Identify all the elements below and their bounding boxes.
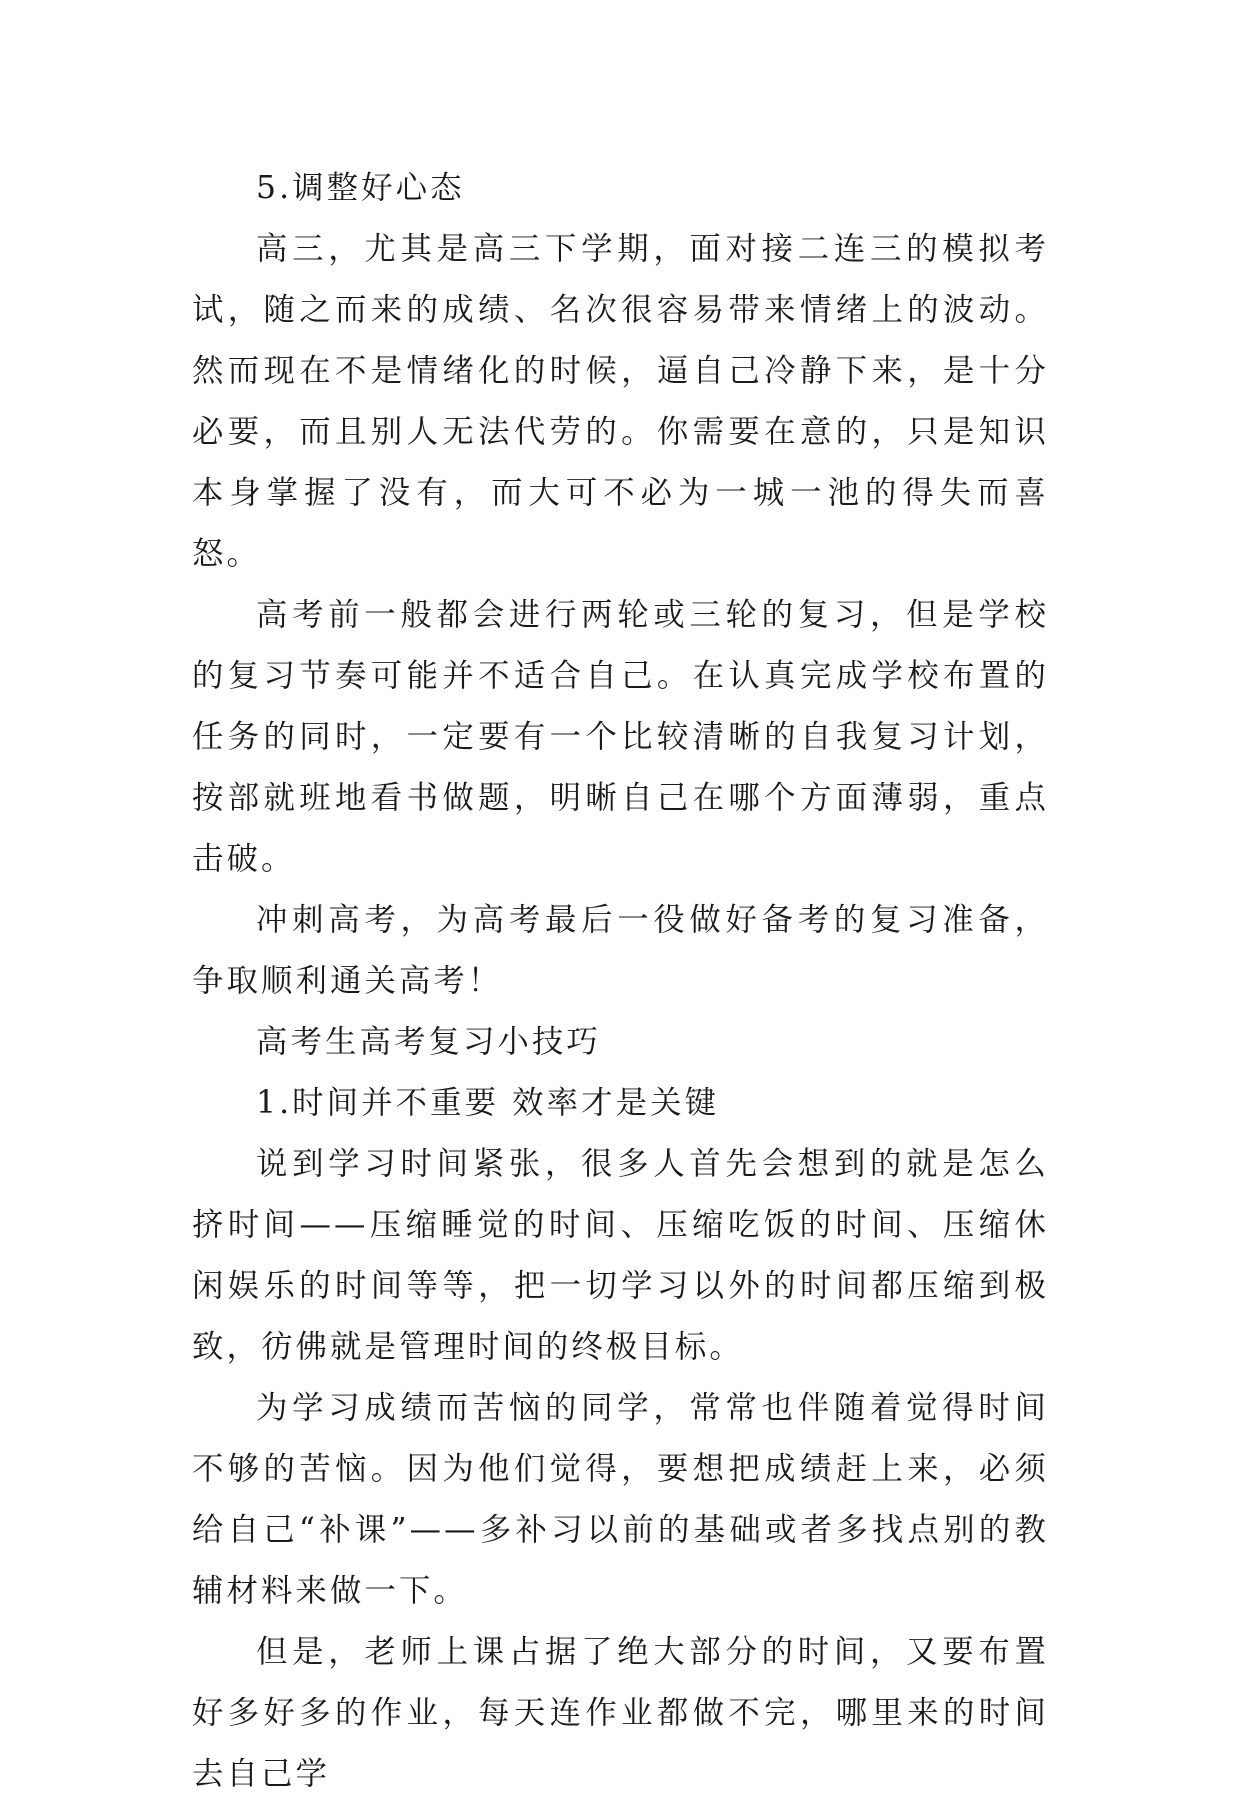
document-body	[192, 158, 1049, 1805]
paragraph-mindset: 高三，尤其是高三下学期，面对接二连三的模拟考试，随之而来的成绩、名次很容易带来情绪上的波动。然而现在不是情绪化的时候，逼自己冷静下来，是十分必要，而且别人无法代劳的。你需要在意的，只是知识本身掌握了没有，而大可不必为一城一池的得失而喜怒。	[192, 231, 1049, 572]
paragraph-squeeze-time: 说到学习时间紧张，很多人首先会想到的就是怎么挤时间——压缩睡觉的时间、压缩吃饭的时间、压缩休闲娱乐的时间等等，把一切学习以外的时间都压缩到极致，彷佛就是管理时间的终极目标。	[192, 1146, 1049, 1365]
subheading-efficiency: 1.时间并不重要 效率才是关键	[256, 1085, 720, 1121]
paragraph-worry: 为学习成绩而苦恼的同学，常常也伴随着觉得时间不够的苦恼。因为他们觉得，要想把成绩赶上来，必须给自己“补课”——多补习以前的基础或者多找点别的教辅材料来做一下。	[192, 1390, 1049, 1609]
section-heading-review-tips: 高考生高考复习小技巧	[256, 1024, 601, 1060]
paragraph-homework: 但是，老师上课占据了绝大部分的时间，又要布置好多好多的作业，每天连作业都做不完，哪里来的时间去自己学	[192, 1634, 1049, 1792]
paragraph-sprint: 冲刺高考，为高考最后一役做好备考的复习准备，争取顺利通关高考！	[192, 902, 1049, 999]
section-heading-adjust-mindset: 5.调整好心态	[256, 170, 465, 206]
paragraph-review-plan: 高考前一般都会进行两轮或三轮的复习，但是学校的复习节奏可能并不适合自己。在认真完成学校布置的任务的同时，一定要有一个比较清晰的自我复习计划，按部就班地看书做题，明晰自己在哪个方面薄弱，重点击破。	[192, 597, 1049, 877]
